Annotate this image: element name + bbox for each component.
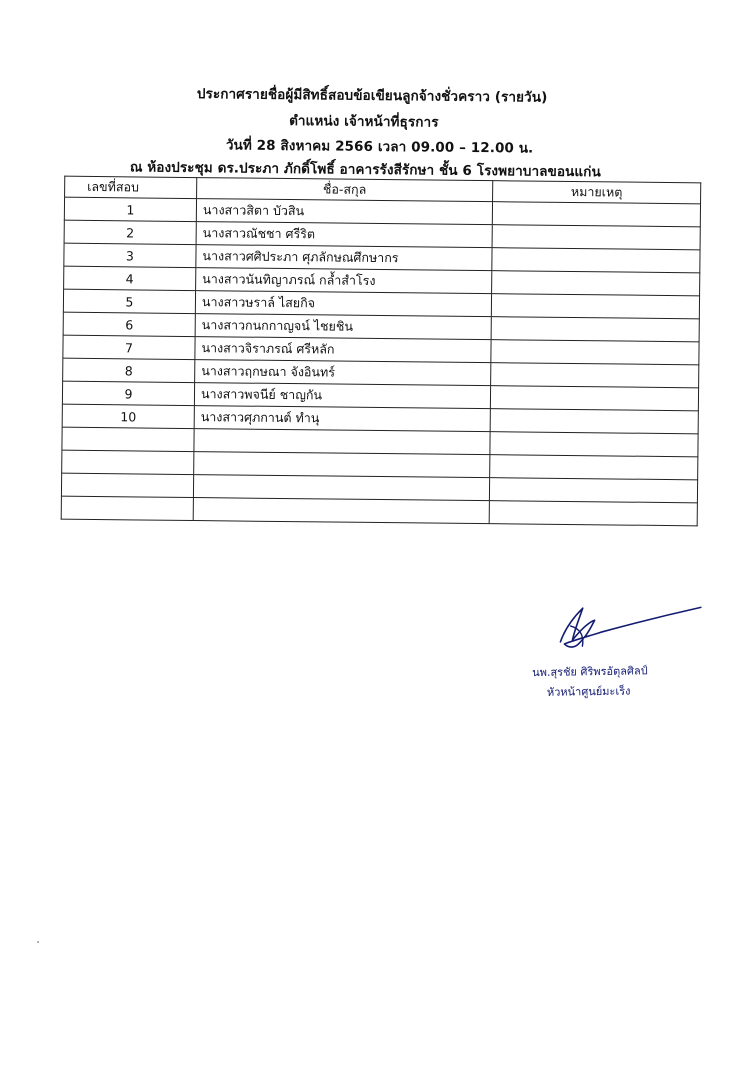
exam-number-cell: 10 (62, 404, 194, 428)
exam-number-cell: 6 (63, 312, 195, 336)
exam-number-cell (62, 450, 194, 474)
full-name-cell: นางสาวศศิประภา ศุภลักษณศึกษากร (196, 245, 492, 271)
full-name-cell: นางสาวนันทิญาภรณ์ กล้ำสำโรง (196, 268, 492, 294)
exam-number-cell: 5 (63, 289, 195, 313)
signatory-name: นพ.สุรชัย ศิริพรอัตุลศิลป์ (532, 664, 648, 680)
signatory-title: หัวหน้าศูนย์มะเร็ง (546, 684, 631, 699)
table-body (61, 197, 700, 526)
full-name-cell: นางสาวณัชชา ศรีริต (196, 222, 492, 248)
full-name-cell: นางสาวพจนีย์ ชาญกัน (194, 383, 490, 409)
full-name-cell (193, 475, 489, 501)
full-name-cell: นางสาวศุภกานต์ ทำนุ (194, 406, 490, 432)
remarks-cell (492, 248, 700, 273)
exam-number-cell: 4 (64, 266, 196, 290)
remarks-cell (489, 501, 697, 526)
remarks-cell (489, 478, 697, 503)
column-header-remarks: หมายเหตุ (493, 181, 701, 204)
exam-number-cell (62, 427, 194, 451)
remarks-cell (491, 363, 699, 388)
exam-number-cell (61, 473, 193, 497)
date-time-line: วันที่ 28 สิงหาคม 2566 เวลา 09.00 – 12.00 น. (225, 137, 534, 157)
full-name-cell: นางสาวกนกกาญจน์ ไชยชิน (195, 314, 491, 340)
exam-number-cell: 1 (64, 197, 196, 221)
full-name-cell (194, 452, 490, 478)
candidate-table (61, 176, 702, 527)
remarks-cell (491, 317, 699, 342)
full-name-cell: นางสาวฤกษณา จังอินทร์ (195, 360, 491, 386)
column-header-full-name: ชื่อ-สกุล (197, 178, 493, 202)
remarks-cell (490, 409, 698, 434)
exam-number-cell: 7 (63, 335, 195, 359)
exam-number-cell: 3 (64, 243, 196, 267)
exam-number-cell: 2 (64, 220, 196, 244)
exam-number-cell: 9 (62, 381, 194, 405)
remarks-cell (490, 386, 698, 411)
full-name-cell: นางสาวสิตา บัวสิน (196, 199, 492, 225)
full-name-cell (193, 498, 489, 524)
remarks-cell (490, 455, 698, 480)
remarks-cell (490, 432, 698, 457)
exam-number-cell: 8 (63, 358, 195, 382)
full-name-cell: นางสาวษราล์ ไสยกิจ (195, 291, 491, 317)
scan-speck (37, 941, 39, 943)
remarks-cell (492, 271, 700, 296)
position-line: ตำแหน่ง เจ้าหน้าที่ธุรการ (289, 113, 439, 131)
remarks-cell (491, 340, 699, 365)
remarks-cell (492, 225, 700, 250)
full-name-cell (194, 429, 490, 455)
remarks-cell (492, 202, 700, 227)
venue-line: ณ ห้องประชุม ดร.ประภา ภักดิ์โพธิ์ อาคารรังสีรักษา ชั้น 6 โรงพยาบาลขอนแก่น (129, 159, 601, 181)
signature-image (548, 600, 709, 662)
full-name-cell: นางสาวจิราภรณ์ ศรีหลัก (195, 337, 491, 363)
announcement-title: ประกาศรายชื่อผู้มีสิทธิ์สอบข้อเขียนลูกจ้างชั่วคราว (รายวัน) (196, 86, 548, 106)
remarks-cell (491, 294, 699, 319)
exam-number-cell (61, 496, 193, 520)
column-header-exam-number: เลขที่สอบ (65, 176, 197, 198)
